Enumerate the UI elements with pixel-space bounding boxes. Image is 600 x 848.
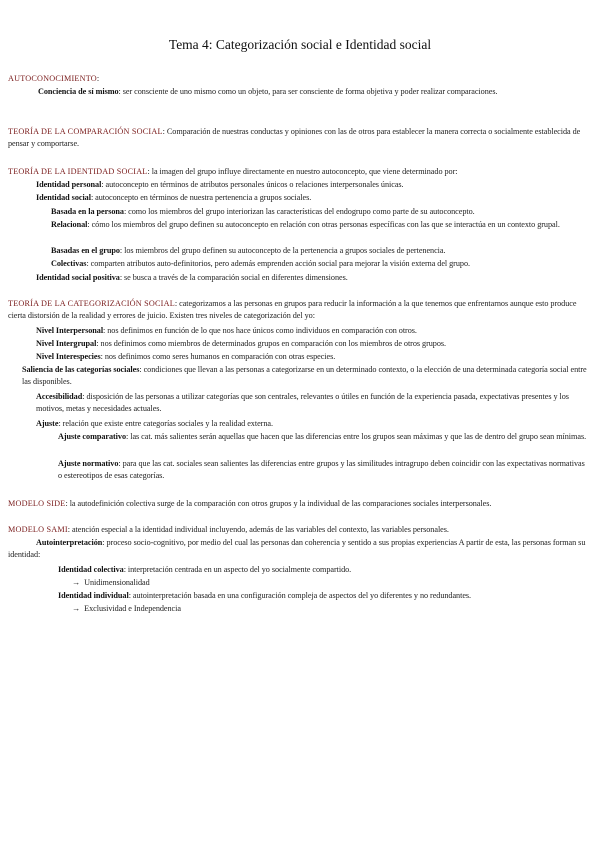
identidad-colectiva-item [58,564,588,576]
categorizacion-paragraph [8,298,588,322]
definition: : para que las cat. sociales sean salientes las diferencias entre grupos y las similitudes intragrupo deben coincidir con las expectativas normativas o estereotipos de esas categorías. [58,459,585,481]
definition: : como los miembros del grupo interiorizan las características del endogrupo como parte de su autoconcepto. [123,207,475,216]
definition: : autoconcepto en términos de atributos personales únicos o relaciones interpersonales únicas. [101,180,404,189]
right-arrow-icon: → [72,604,81,613]
term: Identidad social positiva [36,273,120,282]
autointerpretacion-paragraph [8,537,588,561]
section-heading: TEORÍA DE LA COMPARACIÓN SOCIAL [8,127,163,136]
term: Identidad individual [58,591,129,600]
section-heading: AUTOCONOCIMIENTO [8,74,97,83]
term: Colectivas [51,259,87,268]
term: Nivel Intergrupal [36,339,97,348]
term: Relacional [51,220,88,229]
definition: : Comparación de nuestras conductas y opiniones con las de otros para establecer la manera correcta o socialmente establecida de pensar y comportarse. [8,127,581,149]
identidad-individual-item [58,590,588,602]
identidad-paragraph [8,166,588,178]
basadas-grupo-item [51,245,588,257]
term: Identidad colectiva [58,565,124,574]
term: Identidad personal [36,180,102,189]
modelo-sami-paragraph [8,524,588,536]
term: Conciencia de sí mismo [38,87,119,96]
term: Identidad social [36,193,91,202]
term: Basadas en el grupo [51,246,120,255]
term: Ajuste comparativo [58,432,126,441]
definition: : los miembros del grupo definen su autoconcepto de la pertenencia a grupos sociales de pertenencia. [119,246,446,255]
term: Ajuste [36,419,59,428]
arrow-text: Unidimensionalidad [84,578,150,587]
definition: : autointerpretación basada en una configuración compleja de aspectos del yo diferentes y no redundantes. [128,591,472,600]
right-arrow-icon: → [72,578,81,587]
definition: : condiciones que llevan a las personas a categorizarse en un determinado contexto, o la elección de una determinada categoría social entre las disponibles. [22,365,587,387]
section-heading: MODELO SIDE [8,499,66,508]
definition: : nos definimos como miembros de determinados grupos en comparación con los miembros de otros grupos. [96,339,447,348]
definition: : nos definimos como seres humanos en comparación con otras especies. [100,352,336,361]
nivel-interespecies-item [36,351,588,363]
ajuste-comparativo-item [58,431,588,443]
definition: : relación que existe entre categorías sociales y la realidad externa. [58,419,273,428]
ajuste-item [36,418,588,430]
section-heading: TEORÍA DE LA CATEGORIZACIÓN SOCIAL [8,299,175,308]
identidad-personal-item [36,179,588,191]
term: Autointerpretación [36,538,103,547]
colectivas-item [51,258,588,270]
section-heading: TEORÍA DE LA IDENTIDAD SOCIAL [8,167,148,176]
colectiva-arrow-item [72,577,472,589]
definition: : la autodefinición colectiva surge de la comparación con otros grupos y la individual de las comparaciones sociales interpersonales. [65,499,492,508]
autoconocimiento-paragraph [38,86,558,98]
ajuste-normativo-item [58,458,588,482]
term: Ajuste normativo [58,459,119,468]
relacional-item [51,219,588,231]
definition: : categorizamos a las personas en grupos para reducir la información a la que tenemos que enfrentarnos aunque esto produce cierta distorsión de la realidad y errores de juicio. Existen tres niveles de categorización del yo: [8,299,577,321]
definition: : autoconcepto en términos de nuestra pertenencia a grupos sociales. [90,193,312,202]
definition: : las cat. más salientes serán aquellas que hacen que las diferencias entre los grupos sean máximas y que las de dentro del grupo sean mínimas. [126,432,587,441]
term: Nivel Interespecies [36,352,101,361]
nivel-intergrupal-item [36,338,588,350]
identidad-positiva-item [36,272,588,284]
term: Nivel Interpersonal [36,326,104,335]
definition: : ser consciente de uno mismo como un objeto, para ser consciente de forma objetiva y poder realizar comparaciones. [118,87,498,96]
saliencia-item [22,364,588,388]
basada-persona-item [51,206,588,218]
term: Saliencia de las categorías sociales [22,365,140,374]
definition: : nos definimos en función de lo que nos hace únicos como individuos en comparación con otros. [103,326,417,335]
modelo-side-paragraph [8,498,586,510]
definition: : cómo los miembros del grupo definen su autoconcepto en relación con otras personas específicas con las que se interactúa en un contexto grupal. [87,220,560,229]
accesibilidad-item [36,391,588,415]
comparacion-paragraph [8,126,586,150]
term: Basada en la persona [51,207,124,216]
identidad-social-item [36,192,588,204]
definition: : interpretación centrada en un aspecto del yo socialmente compartido. [123,565,352,574]
definition: : la imagen del grupo influye directamente en nuestro autoconcepto, que viene determinado por: [147,167,458,176]
arrow-text: Exclusividad e Independencia [84,604,181,613]
autoconocimiento-heading-line: AUTOCONOCIMIENTO: [8,74,100,83]
definition: : se busca a través de la comparación social en diferentes dimensiones. [119,273,348,282]
nivel-interpersonal-item [36,325,588,337]
section-heading: MODELO SAMI [8,525,68,534]
term: Accesibilidad [36,392,83,401]
definition: : atención especial a la identidad individual incluyendo, además de las variables del contexto, las variables personales. [67,525,449,534]
definition: : comparten atributos auto-definitorios, pero además emprenden acción social para mejorar la visión externa del grupo. [86,259,470,268]
individual-arrow-item [72,603,472,615]
definition: : proceso socio-cognitivo, por medio del cual las personas dan coherencia y sentido a sus propias experiencias A partir de esta, las personas forman su identidad: [8,538,586,560]
page-title: Tema 4: Categorización social e Identidad social [168,37,432,52]
definition: : disposición de las personas a utilizar categorías que son centrales, relevantes o útiles en función de la experiencia pasada, expectativas presentes y los motivos, metas y necesidades actuales. [36,392,569,414]
